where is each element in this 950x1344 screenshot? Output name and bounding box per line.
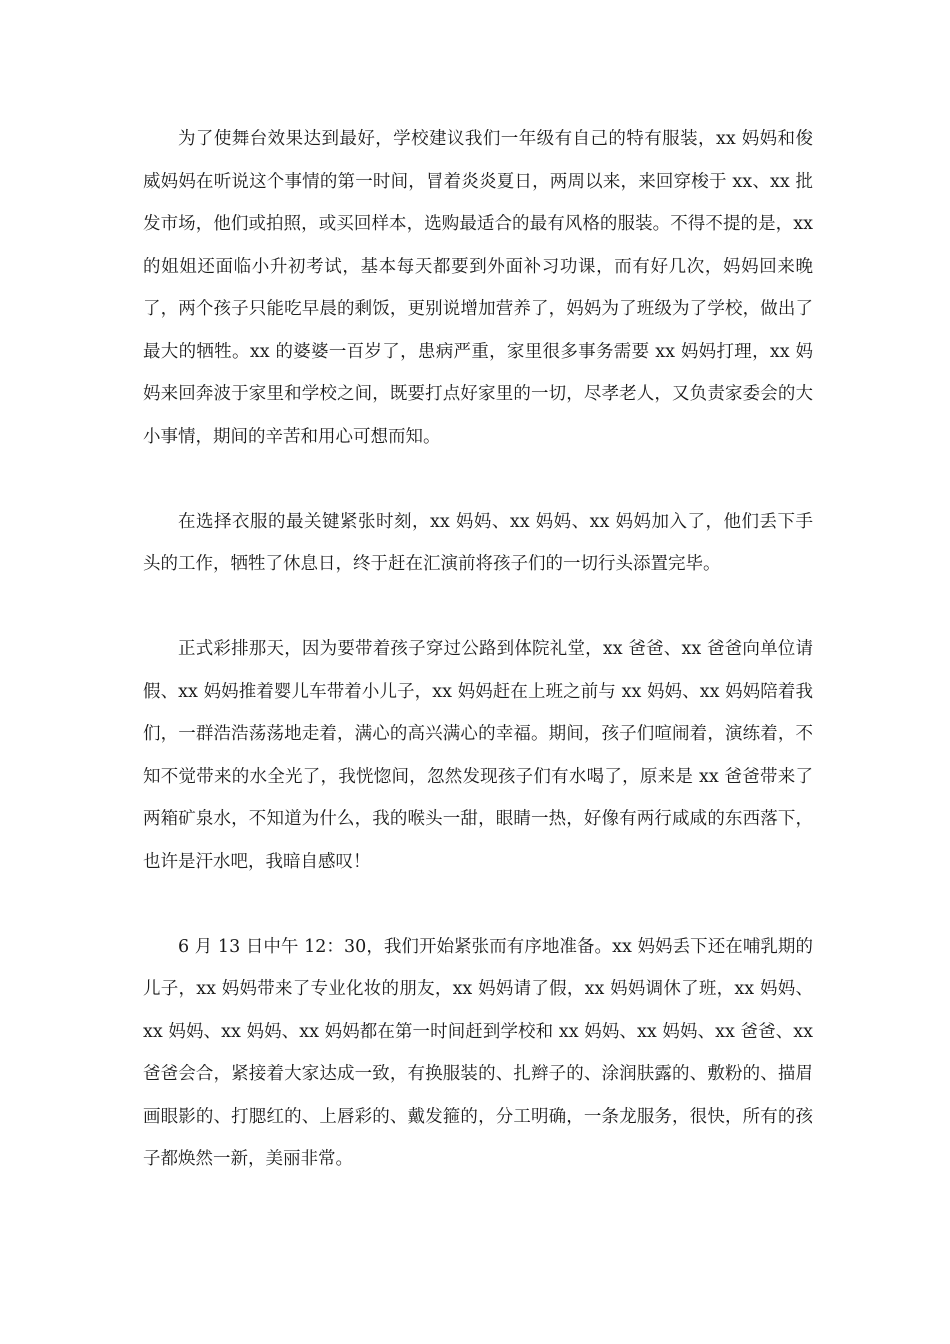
paragraph-spacer [143,883,813,926]
paragraph-rehearsal-day: 正式彩排那天，因为要带着孩子穿过公路到体院礼堂，xx 爸爸、xx 爸爸向单位请假、xx 妈妈推着婴儿车带着小儿子，xx 妈妈赶在上班之前与 xx 妈妈、xx 妈妈陪着我们，一群浩浩荡荡地走着，满心的高兴满心的幸福。期间，孩子们喧闹着，演练着，不知不觉带来的水全光了，我恍惚间，忽然发现孩子们有水喝了，原来是 xx 爸爸带来了两箱矿泉水，不知道为什么，我的喉头一甜，眼睛一热，好像有两行咸咸的东西落下，也许是汗水吧，我暗自感叹！ [143,639,813,872]
paragraph-spacer [143,458,813,501]
paragraph-spacer [143,586,813,629]
paragraph-costume-preparation: 为了使舞台效果达到最好，学校建议我们一年级有自己的特有服装，xx 妈妈和俊威妈妈在听说这个事情的第一时间，冒着炎炎夏日，两周以来，来回穿梭于 xx、xx 批发市场，他们或拍照，或买回样本，选购最适合的最有风格的服装。不得不提的是，xx 的姐姐还面临小升初考试，基本每天都要到外面补习功课，而有好几次，妈妈回来晚了，两个孩子只能吃早晨的剩饭，更别说增加营养了，妈妈为了班级为了学校，做出了最大的牺牲。xx 的婆婆一百岁了，患病严重，家里很多事务需要 xx 妈妈打理，xx 妈妈来回奔波于家里和学校之间，既要打点好家里的一切，尽孝老人，又负责家委会的大小事情，期间的辛苦和用心可想而知。 [143,129,819,447]
paragraph-clothing-selection: 在选择衣服的最关键紧张时刻，xx 妈妈、xx 妈妈、xx 妈妈加入了，他们丢下手头的工作，牺牲了休息日，终于赶在汇演前将孩子们的一切行头添置完毕。 [143,511,813,574]
paragraph-performance-day: 6 月 13 日中午 12：30，我们开始紧张而有序地准备。xx 妈妈丢下还在哺乳期的儿子，xx 妈妈带来了专业化妆的朋友，xx 妈妈请了假，xx 妈妈调休了班，xx 妈妈、xx 妈妈、xx 妈妈、xx 妈妈都在第一时间赶到学校和 xx 妈妈、xx 妈妈、xx 爸爸、xx 爸爸会合，紧接着大家达成一致，有换服装的、扎辫子的、涂润肤露的、敷粉的、描眉画眼影的、打腮红的、上唇彩的、戴发箍的，分工明确，一条龙服务，很快，所有的孩子都焕然一新，美丽非常。 [143,936,819,1169]
document-body [143,118,819,1181]
